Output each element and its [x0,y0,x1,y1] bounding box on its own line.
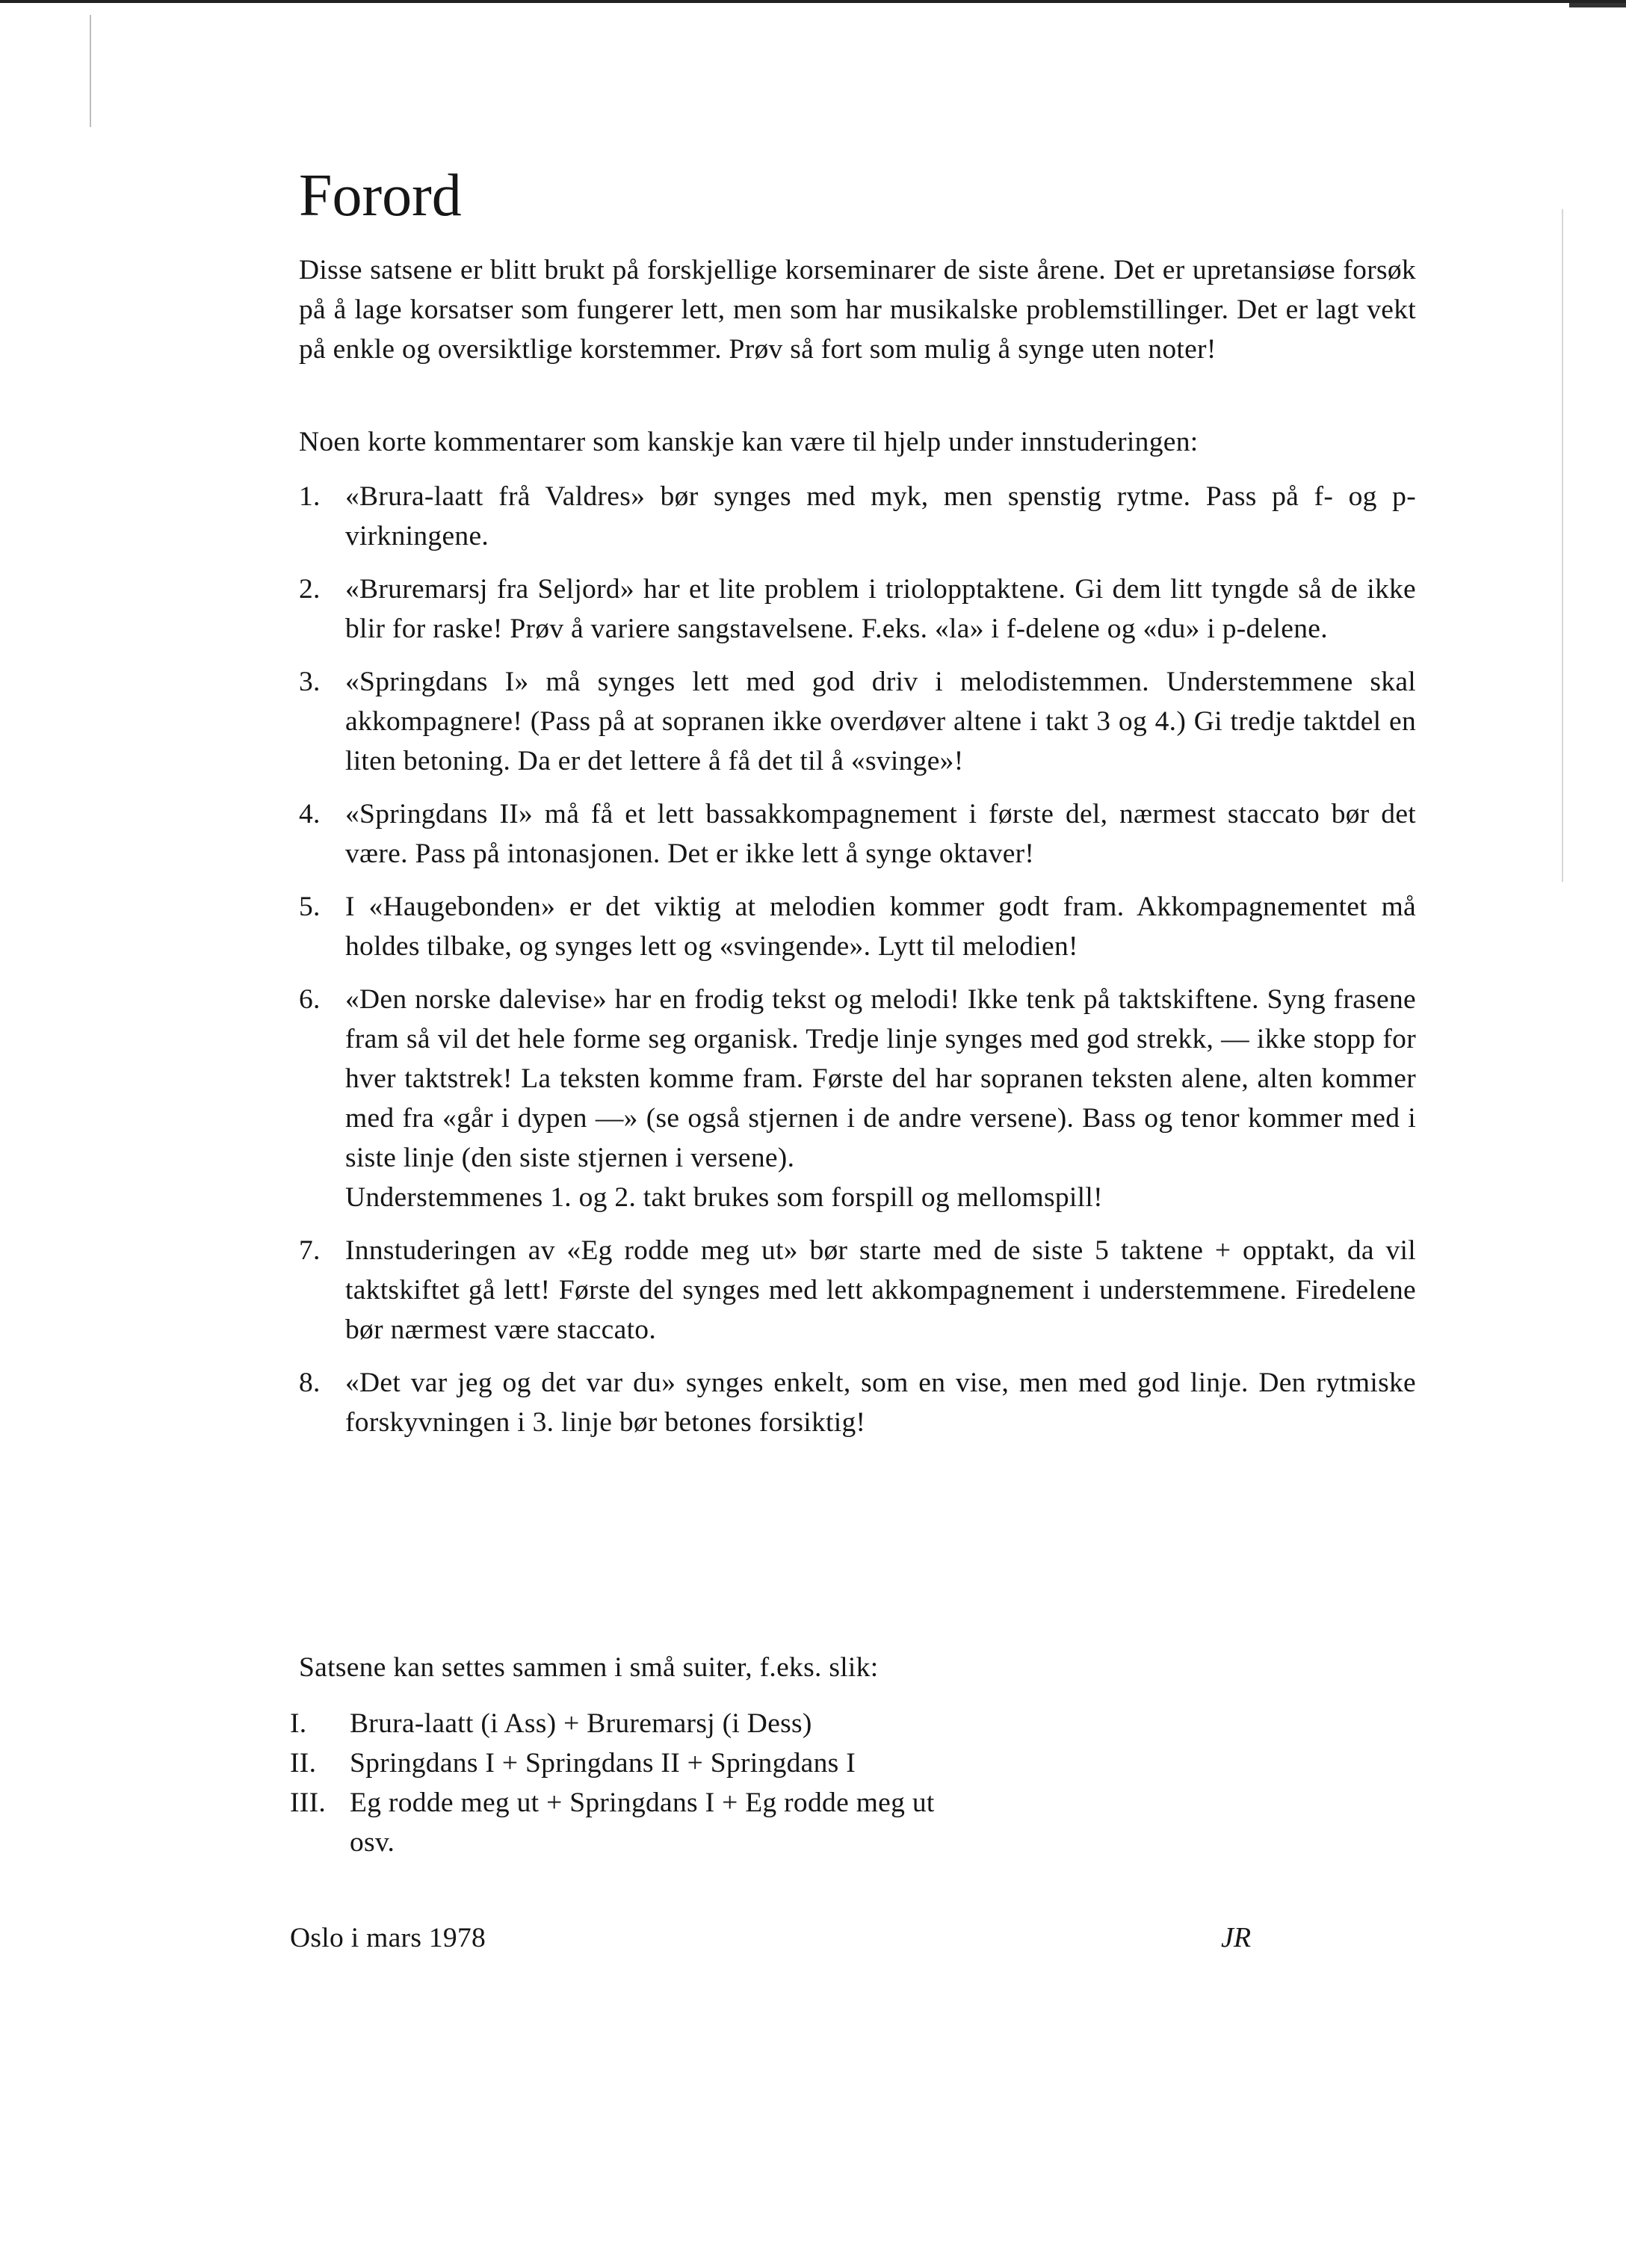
note-item-8 [299,1363,1416,1442]
note-text: «Springdans II» må få et lett bassakkompagnement i første del, nærmest staccato bør det være. Pass på intonasjonen. Det er ikke lett å synge oktaver! [345,799,1416,869]
note-number: 8. [299,1368,321,1398]
note-item-5 [299,887,1416,966]
note-item-6 [299,980,1416,1217]
note-text: «Brura-laatt frå Valdres» bør synges med myk, men spenstig rytme. Pass på f- og p-virkningene. [345,481,1416,551]
suite-item-2 [290,1743,1261,1783]
scan-mark-right [1562,209,1563,882]
note-item-1 [299,477,1416,556]
note-number: 1. [299,481,321,512]
note-number: 2. [299,574,321,605]
note-extra-text: Understemmenes 1. og 2. takt brukes som forspill og mellomspill! [345,1182,1103,1213]
suite-number: II. [290,1748,317,1779]
page-title: Forord [299,163,462,229]
suite-item-1 [290,1704,1261,1743]
note-text: «Bruremarsj fra Seljord» har et lite problem i triolopptaktene. Gi dem litt tyngde så de ikke blir for raske! Prøv å variere sangstavelsene. F.eks. «la» i f-delene og «du» i p-delene. [345,574,1416,644]
note-number: 5. [299,892,321,922]
author-initials: JR [1221,1922,1252,1953]
note-text: Innstuderingen av «Eg rodde meg ut» bør starte med de siste 5 taktene + opptakt, da vil taktskiftet gå lett! Første del synges med lett akkompagnement i understemmene. Firedelene bør nærmest være staccato. [345,1235,1416,1345]
suites-list [290,1704,1261,1823]
note-number: 7. [299,1235,321,1266]
note-item-3 [299,662,1416,781]
note-text: «Springdans I» må synges lett med god driv i melodistemmen. Understemmene skal akkompagnere! (Pass på at sopranen ikke overdøver altene i takt 3 og 4.) Gi tredje taktdel en liten betoning. Da er det lettere å få det til å «svinge»! [345,667,1416,776]
notes-list [299,477,1416,1456]
note-number: 4. [299,799,321,829]
suite-number: III. [290,1787,327,1818]
suite-item-3 [290,1783,1261,1823]
note-item-4 [299,794,1416,874]
note-number: 3. [299,667,321,697]
suite-text: Eg rodde meg ut + Springdans I + Eg rodde meg ut [350,1787,935,1818]
note-number: 6. [299,984,321,1015]
suite-number: I. [290,1708,307,1739]
note-item-7 [299,1231,1416,1350]
place-date: Oslo i mars 1978 [290,1923,486,1953]
suite-text: Brura-laatt (i Ass) + Bruremarsj (i Dess) [350,1708,812,1739]
suites-heading: Satsene kan settes sammen i små suiter, f.eks. slik: [299,1652,879,1683]
note-text: I «Haugebonden» er det viktig at melodien kommer godt fram. Akkompagnementet må holdes tilbake, og synges lett og «svingende». Lytt til melodien! [345,892,1416,962]
scan-mark-left [90,15,91,127]
intro-paragraph: Disse satsene er blitt brukt på forskjellige korseminarer de siste årene. Det er upretansiøse forsøk på å lage korsatser som fungerer lett, men som har musikalske problemstillinger. Det er lagt vekt på enkle og oversiktlige korstemmer. Prøv så fort som mulig å synge uten noter! [299,255,1416,365]
suites-etc: osv. [350,1827,395,1858]
page-edge-right [1569,3,1626,7]
suite-text: Springdans I + Springdans II + Springdans I [350,1748,856,1779]
note-item-2 [299,569,1416,649]
page-edge-top [0,0,1626,3]
note-text: «Det var jeg og det var du» synges enkelt, som en vise, men med god linje. Den rytmiske forskyvningen i 3. linje bør betones forsiktig! [345,1368,1416,1438]
lead-paragraph: Noen korte kommentarer som kanskje kan være til hjelp under innstuderingen: [299,427,1199,457]
note-text: «Den norske dalevise» har en frodig tekst og melodi! Ikke tenk på taktskiftene. Syng frasene fram så vil det hele forme seg organisk. Tredje linje synges med god strekk, — ikke stopp for hver taktstrek! La teksten komme fram. Første del har sopranen teksten alene, alten kommer med fra «går i dypen —» (se også stjernen i de andre versene). Bass og tenor kommer med i siste linje (den siste stjernen i versene). [345,984,1416,1173]
